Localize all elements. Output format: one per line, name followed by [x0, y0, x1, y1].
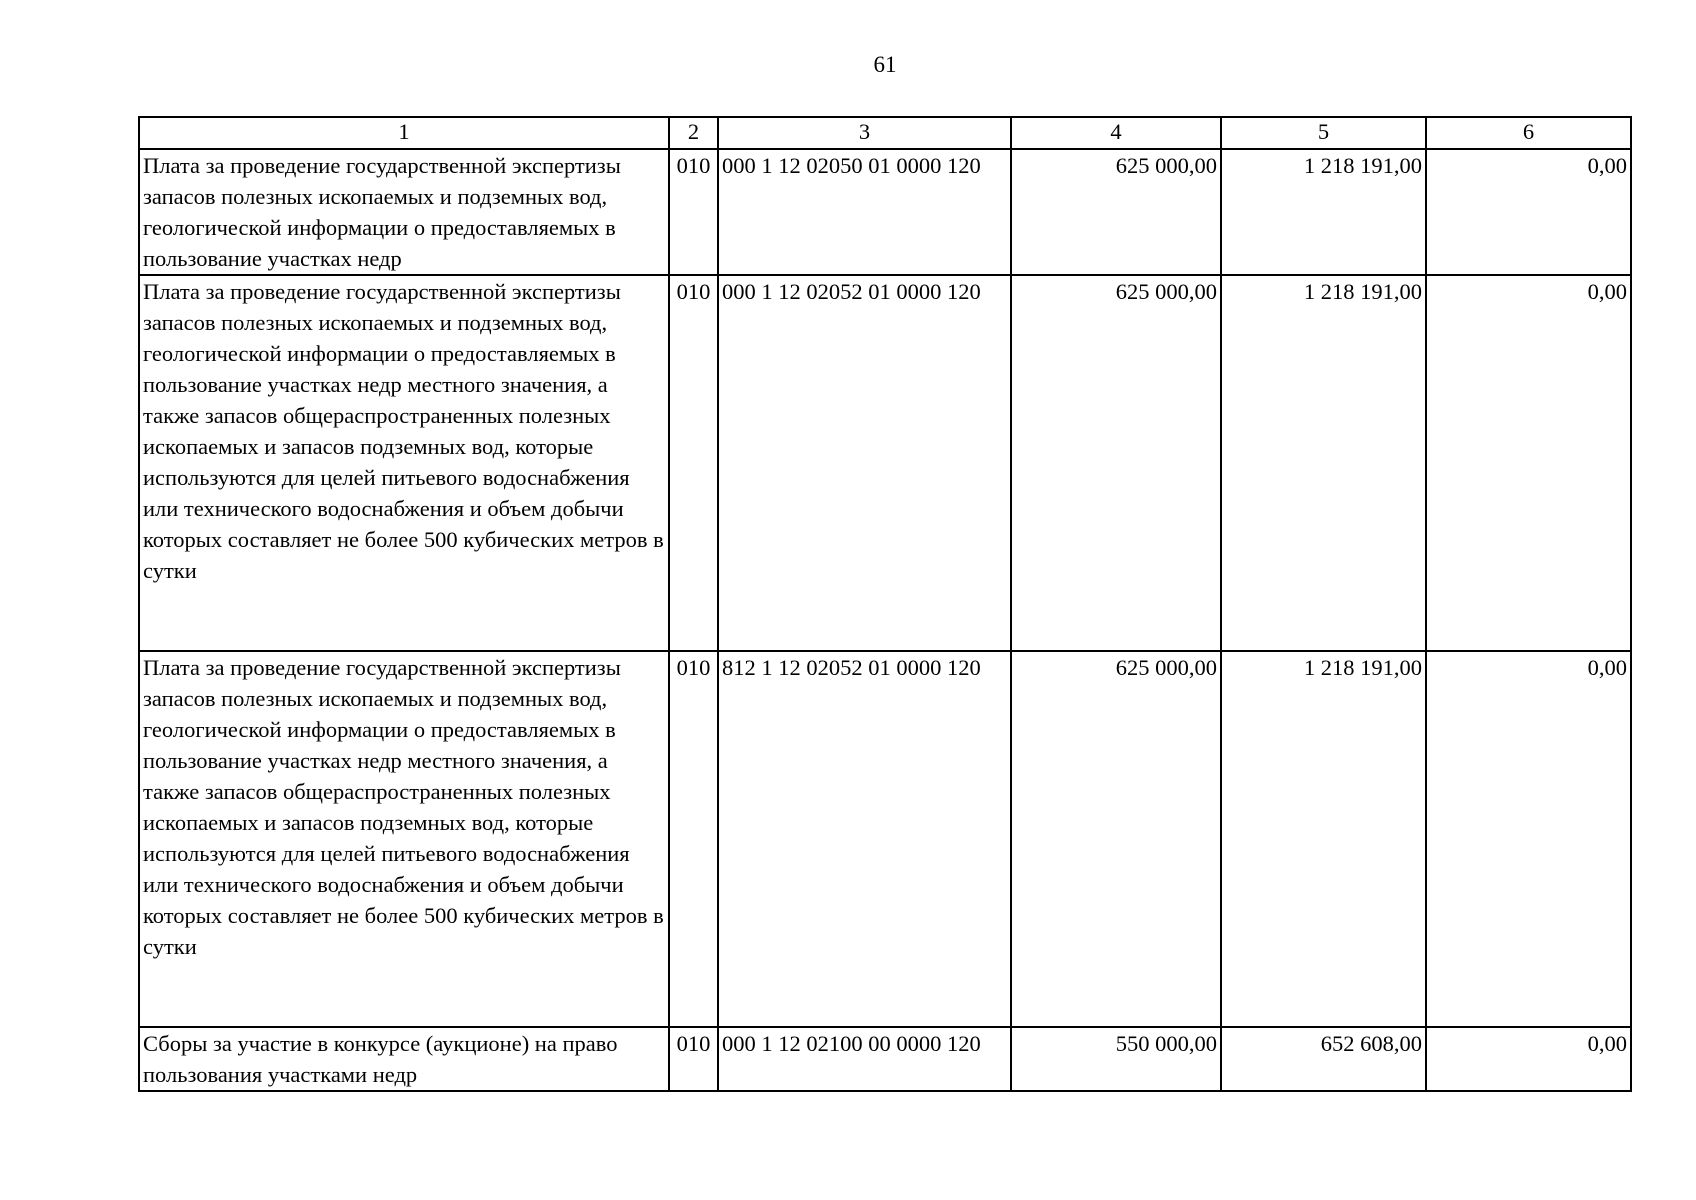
table-row — [139, 651, 1631, 1027]
amount-col6-cell: 0,00 — [1426, 149, 1631, 275]
amount-col4-cell: 625 000,00 — [1011, 149, 1221, 275]
column-number-5: 5 — [1221, 117, 1426, 149]
column-number-3: 3 — [718, 117, 1011, 149]
budget-revenue-table — [138, 116, 1632, 1092]
revenue-name-cell: Плата за проведение государственной экспертизы запасов полезных ископаемых и подземных вод, геологической информации о предоставляемых в пользование участках недр местного значения, а также запасов общераспространенных полезных ископаемых и запасов подземных вод, которые используются для целей питьевого водоснабжения или технического водоснабжения и объем добычи которых составляет не более 500 кубических метров в сутки — [139, 275, 669, 651]
amount-col5-cell: 652 608,00 — [1221, 1027, 1426, 1091]
amount-col4-cell: 625 000,00 — [1011, 275, 1221, 651]
column-number-6: 6 — [1426, 117, 1631, 149]
amount-col6-cell: 0,00 — [1426, 1027, 1631, 1091]
code-cell: 010 — [669, 1027, 718, 1091]
column-number-header-row — [139, 117, 1631, 149]
page-number: 61 — [873, 52, 897, 77]
amount-col5-cell: 1 218 191,00 — [1221, 149, 1426, 275]
revenue-name-cell: Плата за проведение государственной экспертизы запасов полезных ископаемых и подземных вод, геологической информации о предоставляемых в пользование участках недр — [139, 149, 669, 275]
code-cell: 010 — [669, 149, 718, 275]
amount-col6-cell: 0,00 — [1426, 651, 1631, 1027]
column-number-4: 4 — [1011, 117, 1221, 149]
budget-classification-code-cell: 000 1 12 02050 01 0000 120 — [718, 149, 1011, 275]
table-row — [139, 1027, 1631, 1091]
column-number-1: 1 — [139, 117, 669, 149]
amount-col4-cell: 625 000,00 — [1011, 651, 1221, 1027]
code-cell: 010 — [669, 275, 718, 651]
table-row — [139, 149, 1631, 275]
column-number-2: 2 — [669, 117, 718, 149]
budget-classification-code-cell: 000 1 12 02052 01 0000 120 — [718, 275, 1011, 651]
budget-classification-code-cell: 000 1 12 02100 00 0000 120 — [718, 1027, 1011, 1091]
revenue-name-cell: Плата за проведение государственной экспертизы запасов полезных ископаемых и подземных вод, геологической информации о предоставляемых в пользование участках недр местного значения, а также запасов общераспространенных полезных ископаемых и запасов подземных вод, которые используются для целей питьевого водоснабжения или технического водоснабжения и объем добычи которых составляет не более 500 кубических метров в сутки — [139, 651, 669, 1027]
amount-col5-cell: 1 218 191,00 — [1221, 275, 1426, 651]
amount-col4-cell: 550 000,00 — [1011, 1027, 1221, 1091]
amount-col6-cell: 0,00 — [1426, 275, 1631, 651]
revenue-name-cell: Сборы за участие в конкурсе (аукционе) на право пользования участками недр — [139, 1027, 669, 1091]
amount-col5-cell: 1 218 191,00 — [1221, 651, 1426, 1027]
budget-classification-code-cell: 812 1 12 02052 01 0000 120 — [718, 651, 1011, 1027]
code-cell: 010 — [669, 651, 718, 1027]
table-row — [139, 275, 1631, 651]
